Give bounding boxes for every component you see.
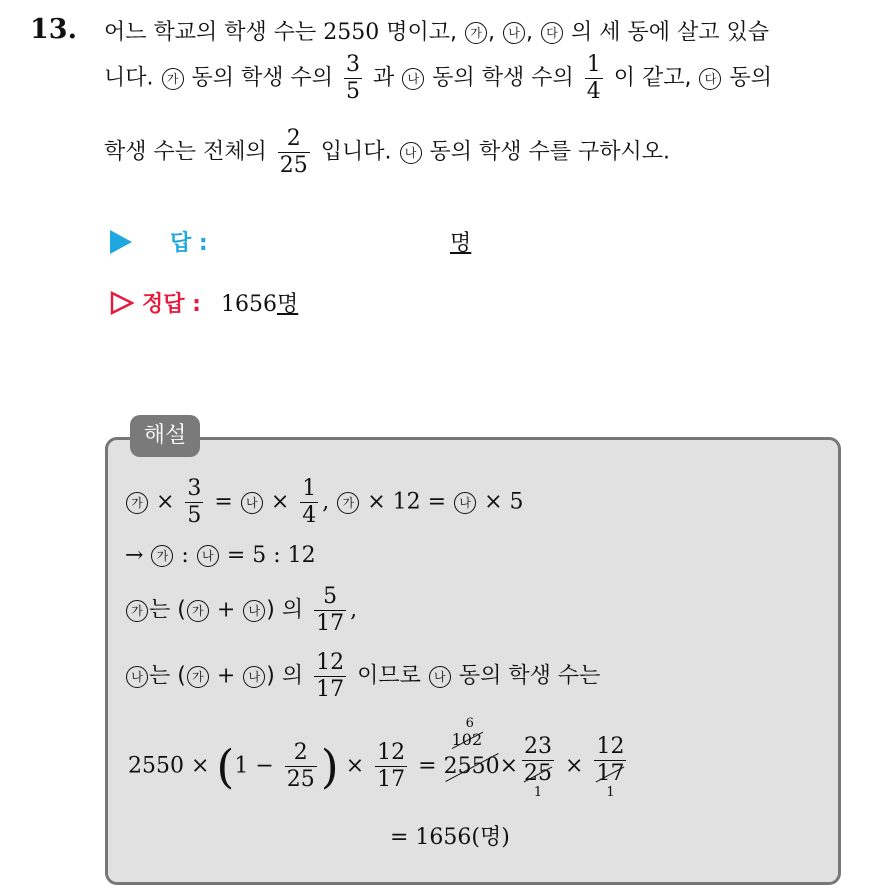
fraction-12-17: $\frac{12}{17}$ (316, 650, 345, 702)
fraction-1-4: $\frac{1}{4}$ (586, 52, 601, 104)
circled-ga-icon: 가 (337, 492, 359, 514)
circled-na-icon: 나 (241, 492, 263, 514)
right-paren: ) (320, 739, 339, 794)
fraction-2-25: $\frac{2}{25}$ (286, 740, 315, 792)
solution-tab: 해설 (130, 415, 200, 457)
question-line-2: 니다. 가 동의 학생 수의 $\frac{3}{5}$ 과 나 동의 학생 수의 $\frac{1}{4}$ 이 같고, 다 동의 (104, 52, 772, 104)
circled-na-icon: 나 (197, 545, 219, 567)
answer-label: 답 : (170, 231, 208, 256)
solution-line-1: 가 × $\frac{3}{5}$ = 나 × $\frac{1}{4}$ , 가 × 12 = 나 × 5 (125, 476, 524, 529)
circled-na-icon: 나 (429, 666, 451, 688)
circled-ga-icon: 가 (465, 22, 487, 44)
question-line-1: 어느 학교의 학생 수는 2550 명이고, 가 , 나 , 다 의 세 동에 살고 있습 (104, 20, 769, 45)
circled-da-icon: 다 (541, 22, 563, 44)
fraction-23-25-cancelled: 23 25 1 (524, 734, 553, 800)
answer-unit: 명 (450, 231, 472, 256)
correct-answer-row (110, 287, 298, 318)
solution-line-5: 2550 × (1 − $\frac{2}{25}$ ) × $\frac{12}{17}$ = 6 102 2550× 23 25 1 × 12 17 1 (128, 716, 625, 800)
question-number: 13. (30, 14, 77, 45)
answer-row (110, 226, 472, 257)
circled-ga-icon: 가 (151, 545, 173, 567)
fraction-12-17: $\frac{12}{17}$ (377, 740, 406, 792)
circled-ga-icon: 가 (187, 666, 209, 688)
filled-triangle-icon (110, 230, 132, 254)
fraction-3-5: $\frac{3}{5}$ (346, 52, 360, 104)
fraction-3-5: $\frac{3}{5}$ (187, 476, 202, 528)
question-line-3: 학생 수는 전체의 $\frac{2}{25}$ 입니다. 나 동의 학생 수를 구하시오. (104, 126, 670, 178)
fraction-1-4: $\frac{1}{4}$ (302, 476, 317, 528)
fraction-12-17-cancelled: 12 17 1 (596, 734, 625, 800)
circled-na-icon: 나 (126, 666, 148, 688)
left-paren: ( (216, 739, 235, 794)
fraction-5-17: $\frac{5}{17}$ (316, 584, 345, 636)
outline-triangle-icon (110, 291, 134, 315)
circled-ga-icon: 가 (126, 492, 148, 514)
correct-unit: 명 (276, 292, 299, 317)
correct-label: 정답 : (142, 292, 201, 317)
solution-line-3: 가 는 ( 가 + 나 ) 의 $\frac{5}{17}$ , (125, 584, 357, 637)
circled-ga-icon: 가 (126, 600, 148, 622)
solution-line-6: = 1656(명) (390, 825, 510, 850)
solution-line-2: → 가 : 나 = 5 : 12 (125, 543, 316, 568)
circled-na-icon: 나 (503, 22, 525, 44)
circled-na-icon: 나 (454, 492, 476, 514)
solution-line-4: 나 는 ( 가 + 나 ) 의 $\frac{12}{17}$ 이므로 나 동의 학생 수는 (125, 650, 600, 703)
fraction-2-25: $\frac{2}{25}$ (279, 126, 308, 178)
circled-ga-icon: 가 (187, 600, 209, 622)
circled-ga-icon: 가 (162, 68, 184, 90)
circled-da-icon: 다 (699, 68, 721, 90)
circled-na-icon: 나 (402, 68, 424, 90)
correct-value: 1656 (220, 292, 277, 317)
cancelled-2550: 6 102 2550 (443, 716, 500, 779)
circled-na-icon: 나 (400, 142, 422, 164)
circled-na-icon: 나 (243, 666, 265, 688)
circled-na-icon: 나 (243, 600, 265, 622)
